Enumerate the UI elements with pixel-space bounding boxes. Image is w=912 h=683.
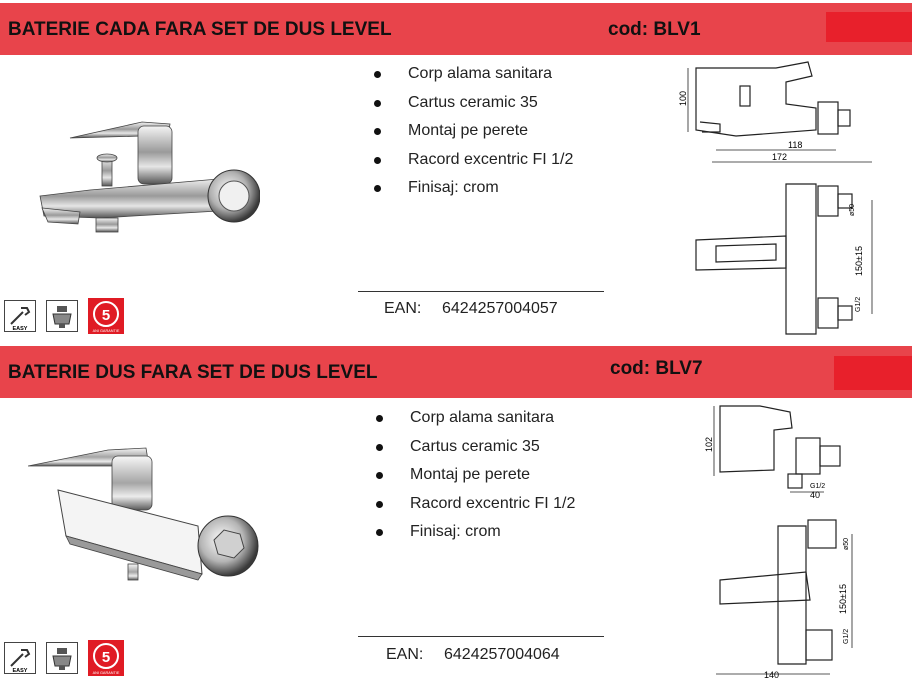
product-2-features <box>376 409 575 552</box>
product-2-code: cod: BLV7 <box>610 358 703 379</box>
dim-pipe: G1/2 <box>843 628 850 644</box>
feature-item: Montaj pe perete <box>374 122 573 151</box>
ean-value: 6424257004057 <box>442 300 558 317</box>
dim-depth: 40 <box>810 490 821 500</box>
product-2-code-box <box>834 356 912 390</box>
product-1-features <box>374 65 573 208</box>
product-1-header <box>0 3 912 55</box>
dim-width-a: 118 <box>788 140 803 150</box>
feature-item: Finisaj: crom <box>376 523 575 552</box>
dim-nut: ø50 <box>843 537 850 550</box>
product-1-title: BATERIE CADA FARA SET DE DUS LEVEL <box>8 19 392 40</box>
product-2-header <box>0 346 912 398</box>
feature-item: Montaj pe perete <box>376 466 575 495</box>
product-2-title: BATERIE DUS FARA SET DE DUS LEVEL <box>8 362 378 383</box>
ceramic-cartridge-icon <box>46 642 78 674</box>
dim-nut: ø50 <box>849 203 856 216</box>
product-1-ean <box>384 300 558 318</box>
ean-label: EAN: <box>386 646 424 663</box>
easy-install-icon <box>4 300 36 332</box>
feature-item: Cartus ceramic 35 <box>374 94 573 123</box>
product-2-photo <box>28 436 268 586</box>
warranty-badge-icon <box>88 298 124 334</box>
feature-item: Racord excentric FI 1/2 <box>376 495 575 524</box>
dim-width: 140 <box>764 670 780 680</box>
product-1-photo <box>30 100 260 245</box>
product-2-technical-drawing <box>700 400 900 680</box>
warranty-badge-icon <box>88 640 124 676</box>
feature-item: Cartus ceramic 35 <box>376 438 575 467</box>
dim-pipe: G1/2 <box>855 296 862 312</box>
dim-height: 102 <box>704 436 714 452</box>
dim-width-b: 172 <box>772 152 788 162</box>
dim-center: 150±15 <box>854 246 864 276</box>
svg-text:EASY: EASY <box>12 326 28 332</box>
product-2-ean-rule <box>358 636 604 637</box>
product-1-code: cod: BLV1 <box>608 19 701 40</box>
product-1-code-box <box>826 12 912 42</box>
feature-item: Corp alama sanitara <box>374 65 573 94</box>
product-2-ean <box>386 646 560 664</box>
product-1-technical-drawing <box>676 58 896 340</box>
svg-text:5: 5 <box>101 649 111 666</box>
svg-text:5: 5 <box>101 307 111 324</box>
svg-text:ANI GARANTIE: ANI GARANTIE <box>92 329 120 333</box>
feature-item: Corp alama sanitara <box>376 409 575 438</box>
dim-pipe-top: G1/2 <box>810 483 826 490</box>
ceramic-cartridge-icon <box>46 300 78 332</box>
easy-install-icon <box>4 642 36 674</box>
dim-height: 100 <box>678 90 688 106</box>
ean-value: 6424257004064 <box>444 646 560 663</box>
product-1-ean-rule <box>358 291 604 292</box>
dim-center: 150±15 <box>838 584 848 614</box>
ean-label: EAN: <box>384 300 422 317</box>
feature-item: Racord excentric FI 1/2 <box>374 151 573 180</box>
svg-text:ANI GARANTIE: ANI GARANTIE <box>92 671 120 675</box>
feature-item: Finisaj: crom <box>374 179 573 208</box>
svg-text:EASY: EASY <box>12 668 28 674</box>
